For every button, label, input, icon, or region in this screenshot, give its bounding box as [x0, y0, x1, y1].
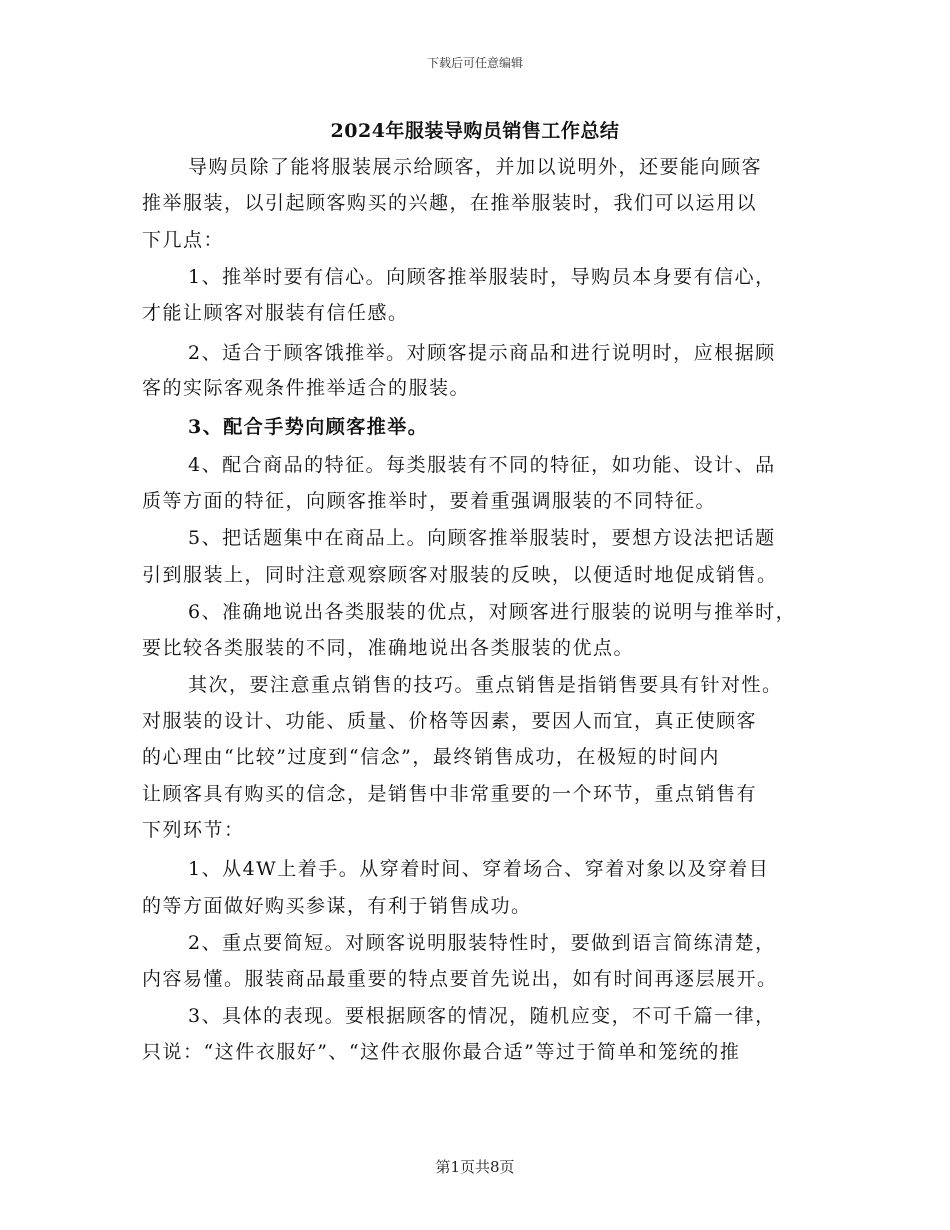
- paragraph-line: 的等方面做好购买参谋，有利于销售成功。: [142, 895, 532, 917]
- paragraph-line: 内容易懂。服装商品最重要的特点要首先说出，如有时间再逐层展开。: [142, 968, 778, 990]
- paragraph-line: 只说：“这件衣服好”、“这件衣服你最合适”等过于简单和笼统的推: [142, 1041, 741, 1063]
- paragraph-line: 客的实际客观条件推举适合的服装。: [142, 377, 471, 399]
- paragraph-line: 1、从4W上着手。从穿着时间、穿着场合、穿着对象以及穿着目: [188, 858, 770, 880]
- paragraph-line: 导购员除了能将服装展示给顾客，并加以说明外，还要能向顾客: [188, 156, 763, 178]
- paragraph-line: 让顾客具有购买的信念，是销售中非常重要的一个环节，重点销售有: [142, 783, 758, 805]
- paragraph-line: 要比较各类服装的不同，准确地说出各类服装的优点。: [142, 637, 635, 659]
- paragraph-line: 推举服装，以引起顾客购买的兴趣，在推举服装时，我们可以运用以: [142, 192, 758, 214]
- page-footer: 第1页共8页: [435, 1158, 515, 1176]
- document-title: 2024年服装导购员销售工作总结: [330, 120, 620, 142]
- paragraph-line: 1、推举时要有信心。向顾客推举服装时，导购员本身要有信心，: [188, 266, 776, 288]
- paragraph-line: 6、准确地说出各类服装的优点，对顾客进行服装的说明与推举时，: [188, 601, 797, 623]
- paragraph-line: 的心理由“比较”过度到“信念”，最终销售成功，在极短的时间内: [142, 746, 720, 768]
- paragraph-line: 才能让顾客对服装有信任感。: [142, 302, 409, 324]
- paragraph-line: 引到服装上，同时注意观察顾客对服装的反映，以便适时地促成销售。: [142, 564, 778, 586]
- paragraph-line: 下列环节：: [142, 819, 245, 841]
- paragraph-line: 其次，要注意重点销售的技巧。重点销售是指销售要具有针对性。: [188, 674, 783, 696]
- paragraph-line: 下几点：: [142, 229, 225, 251]
- paragraph-line: 2、重点要简短。对顾客说明服装特性时，要做到语言简练清楚，: [188, 932, 776, 954]
- paragraph-line-bold: 3、配合手势向顾客推举。: [188, 416, 429, 438]
- paragraph-line: 质等方面的特征，向顾客推举时，要着重强调服装的不同特征。: [142, 490, 717, 512]
- paragraph-line: 对服装的设计、功能、质量、价格等因素，要因人而宜，真正使顾客: [142, 710, 758, 732]
- paragraph-line: 3、具体的表现。要根据顾客的情况，随机应变，不可千篇一律，: [188, 1005, 776, 1027]
- header-note: 下载后可任意编辑: [426, 56, 523, 70]
- paragraph-line: 5、把话题集中在商品上。向顾客推举服装时，要想方设法把话题: [188, 527, 776, 549]
- paragraph-line: 2、适合于顾客饿推举。对顾客提示商品和进行说明时，应根据顾: [188, 342, 776, 364]
- paragraph-line: 4、配合商品的特征。每类服装有不同的特征，如功能、设计、品: [188, 454, 776, 476]
